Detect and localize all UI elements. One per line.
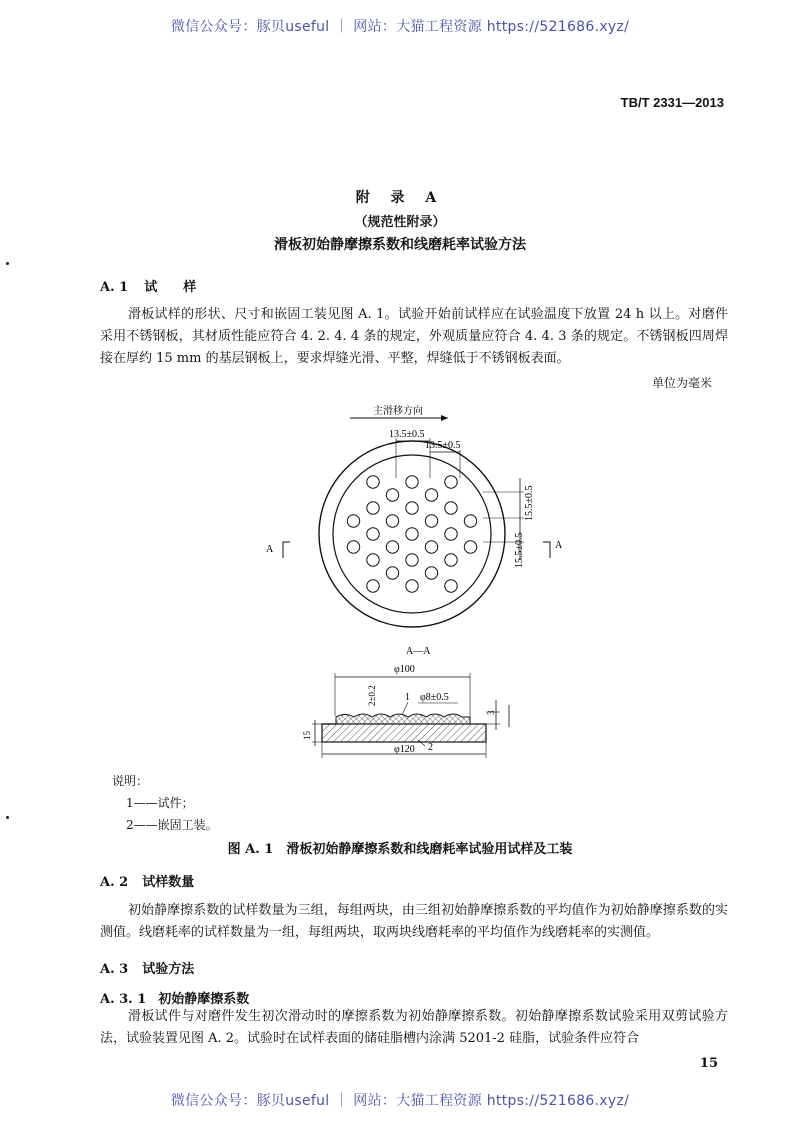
grease-hole bbox=[425, 515, 437, 527]
section-arrow-right bbox=[543, 542, 550, 558]
page-number: 15 bbox=[699, 1056, 718, 1071]
hole-pattern bbox=[347, 476, 476, 592]
paragraph-a1: 滑板试样的形状、尺寸和嵌固工装见图 A. 1。试验开始前试样应在试验温度下放置 24 h 以上。对磨件采用不锈钢板，其材质性能应符合 4. 2. 4. 4 条的规定，外观质量应符合 4. 4. 3 条的规定。不锈钢板四周焊接在厚约 15 mm 的基层钢板上，要求焊缝光滑、平整，焊缝低于不锈钢板表面。 bbox=[100, 307, 728, 366]
grease-hole bbox=[406, 476, 418, 488]
figure-a1 bbox=[0, 395, 800, 795]
grease-hole bbox=[406, 580, 418, 592]
direction-label: 主滑移方向 bbox=[373, 406, 423, 417]
grease-hole bbox=[445, 528, 457, 540]
section-title: 试验方法 bbox=[142, 962, 195, 977]
dim-thk-3: 3 bbox=[486, 710, 496, 715]
grease-hole bbox=[386, 541, 398, 553]
section-mark-left: A bbox=[266, 544, 274, 555]
dim-pitch-1: 13.5±0.5 bbox=[389, 429, 425, 440]
grease-hole bbox=[367, 580, 379, 592]
section-number: A. 3. 1 bbox=[100, 992, 147, 1007]
standard-number: TB/T 2331—2013 bbox=[620, 95, 724, 110]
grease-hole bbox=[425, 541, 437, 553]
grease-hole bbox=[367, 502, 379, 514]
grease-hole bbox=[347, 541, 359, 553]
margin-mark bbox=[6, 816, 9, 819]
dim-d120: φ120 bbox=[394, 744, 415, 755]
grease-hole bbox=[425, 567, 437, 579]
appendix-title: 附 录 A bbox=[355, 190, 445, 206]
section-title: 试 样 bbox=[144, 280, 197, 295]
leader-line bbox=[402, 702, 408, 715]
grease-hole bbox=[445, 476, 457, 488]
inner-circle bbox=[333, 455, 491, 613]
grease-hole bbox=[445, 554, 457, 566]
grease-hole bbox=[367, 554, 379, 566]
section-title: A—A bbox=[406, 646, 431, 657]
grease-hole bbox=[386, 489, 398, 501]
dim-hole: φ8±0.5 bbox=[420, 692, 449, 703]
appendix-subtitle: 滑板初始静摩擦系数和线磨耗率试验方法 bbox=[274, 237, 526, 253]
dim-groove-depth: 2±0.2 bbox=[367, 685, 377, 706]
grease-hole bbox=[445, 502, 457, 514]
watermark-bottom: 微信公众号：豚贝useful ｜ 网站：大猫工程资源 https://521686.xyz/ bbox=[170, 1093, 630, 1109]
grease-hole bbox=[464, 541, 476, 553]
grease-hole bbox=[347, 515, 359, 527]
direction-arrowhead bbox=[441, 415, 448, 421]
legend-item-2: 2——嵌固工装。 bbox=[126, 818, 218, 832]
grease-hole bbox=[425, 489, 437, 501]
section-number: A. 3 bbox=[100, 962, 129, 977]
section-a3-heading bbox=[100, 958, 194, 977]
dim-d100: φ100 bbox=[394, 664, 415, 675]
dim-pitch-2: 13.5±0.5 bbox=[425, 440, 461, 451]
unit-note: 单位为毫米 bbox=[651, 376, 712, 390]
section-number: A. 1 bbox=[100, 280, 129, 295]
appendix-type: （规范性附录） bbox=[354, 215, 446, 230]
grease-hole bbox=[406, 502, 418, 514]
legend-item-1: 1——试件； bbox=[126, 796, 194, 810]
section-number: A. 2 bbox=[100, 875, 129, 890]
label-2: 2 bbox=[428, 742, 433, 753]
section-mark-right: A bbox=[555, 540, 563, 551]
section-arrow-left bbox=[283, 542, 290, 558]
outer-circle bbox=[319, 441, 505, 627]
section-a31-heading bbox=[100, 988, 249, 1007]
dim-thk-15: 15 bbox=[302, 731, 312, 740]
grease-hole bbox=[406, 528, 418, 540]
section-a1-heading bbox=[100, 276, 196, 295]
paragraph-a31: 滑板试件与对磨件发生初次滑动时的摩擦系数为初始静摩擦系数。初始静摩擦系数试验采用双剪试验方法，试验装置见图 A. 2。试验时在试样表面的储硅脂槽内涂满 5201-2 硅脂，试验条件应符合 bbox=[100, 1009, 728, 1046]
fixture-section bbox=[322, 724, 486, 742]
watermark-top: 微信公众号：豚贝useful ｜ 网站：大猫工程资源 https://521686.xyz/ bbox=[170, 19, 630, 35]
grease-hole bbox=[386, 567, 398, 579]
grease-hole bbox=[367, 476, 379, 488]
section-title: 初始静摩擦系数 bbox=[158, 992, 250, 1007]
section-a2-heading bbox=[100, 871, 194, 890]
grease-hole bbox=[367, 528, 379, 540]
dim-vert-2: 15.5±0.5 bbox=[514, 532, 525, 568]
dim-vert-1: 15.5±0.5 bbox=[524, 485, 535, 521]
grease-hole bbox=[406, 554, 418, 566]
figure-caption: 图 A. 1 滑板初始静摩擦系数和线磨耗率试验用试样及工装 bbox=[227, 842, 573, 857]
specimen-section bbox=[336, 714, 470, 724]
grease-hole bbox=[445, 580, 457, 592]
margin-mark bbox=[6, 262, 9, 265]
label-1: 1 bbox=[405, 692, 410, 703]
grease-hole bbox=[386, 515, 398, 527]
paragraph-a2: 初始静摩擦系数的试样数量为三组，每组两块，由三组初始静摩擦系数的平均值作为初始静摩擦系数的实测值。线磨耗率的试样数量为一组，每组两块，取两块线磨耗率的平均值作为线磨耗率的实测值。 bbox=[100, 903, 728, 940]
section-title: 试样数量 bbox=[142, 875, 195, 890]
grease-hole bbox=[464, 515, 476, 527]
legend-title: 说明： bbox=[112, 774, 149, 788]
